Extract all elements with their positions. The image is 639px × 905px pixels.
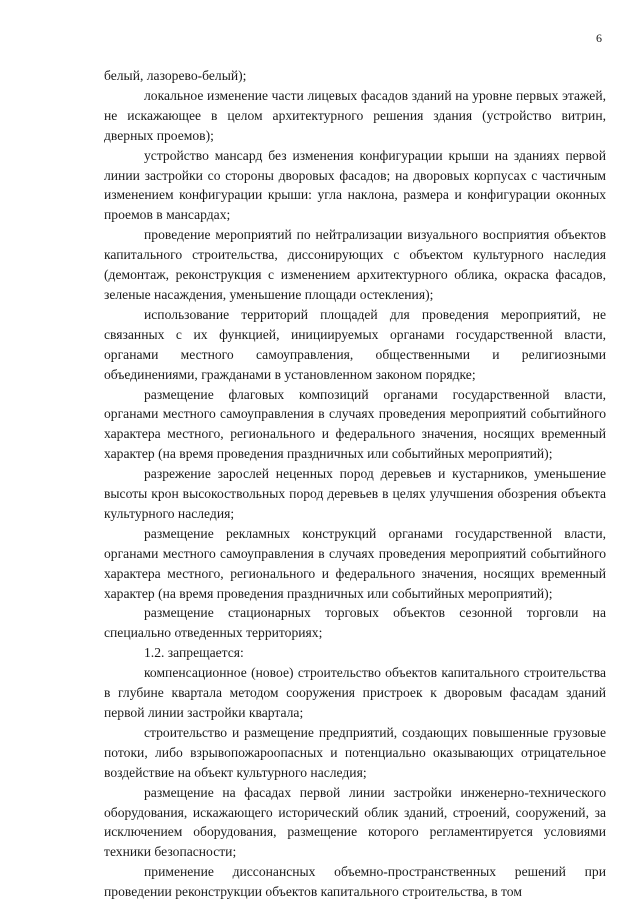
paragraph: использование территорий площадей для проведения мероприятий, не связанных с их функцией, инициируемых органами государственной власти, органами местного самоуправления, общественными и религиозными объединениями, гражданами в установленном законом порядке; xyxy=(104,306,606,382)
paragraph: проведение мероприятий по нейтрализации визуального восприятия объектов капитального строительства, диссонирующих с объектом культурного наследия (демонтаж, реконструкция с изменением архитектурного облика, окраска фасадов, зеленые насаждения, уменьшение площади остекления); xyxy=(104,227,606,302)
paragraph: применение диссонансных объемно-пространственных решений при проведении реконструкции объектов капитального строительства, в том xyxy=(104,864,606,900)
paragraph: локальное изменение части лицевых фасадов зданий на уровне первых этажей, не искажающее в целом архитектурного решения здания (устройство витрин, дверных проемов); xyxy=(104,87,606,143)
paragraph: размещение рекламных конструкций органами государственной власти, органами местного самоуправления в случаях проведения мероприятий событийного характера местного, регионального и федерального значения, носящих временный характер (на время проведения праздничных или событийных мероприятий); xyxy=(104,525,606,601)
section-heading: 1.2. запрещается: xyxy=(144,645,244,661)
paragraph: строительство и размещение предприятий, создающих повышенные грузовые потоки, либо взрывопожароопасных и потенциально оказывающих отрицательное воздействие на объект культурного наследия; xyxy=(104,724,606,780)
paragraph: размещение флаговых композиций органами государственной власти, органами местного самоуправления в случаях проведения мероприятий событийного характера местного, регионального и федерального значения, носящих временный характер (на время проведения праздничных или событийных мероприятий); xyxy=(104,386,606,462)
paragraph: устройство мансард без изменения конфигурации крыши на зданиях первой линии застройки со стороны дворовых фасадов; на дворовых корпусах с частичным изменением конфигурации крыши: угла наклона, размера и конфигурации оконных проемов в мансардах; xyxy=(104,147,606,223)
paragraph: размещение на фасадах первой линии застройки инженерно-технического оборудования, искажающего исторический облик зданий, строений, сооружений, за исключением оборудования, размещение которого регламентируется условиями техники безопасности; xyxy=(104,784,606,860)
paragraph: компенсационное (новое) строительство объектов капитального строительства в глубине квартала методом сооружения пристроек к дворовым фасадам зданий первой линии застройки квартала; xyxy=(104,665,606,720)
page-number: 6 xyxy=(596,31,602,45)
paragraph: белый, лазорево-белый); xyxy=(104,68,247,83)
document-body xyxy=(104,66,606,902)
paragraph: разрежение зарослей неценных пород деревьев и кустарников, уменьшение высоты крон высокоствольных пород деревьев в целях улучшения обозрения объекта культурного наследия; xyxy=(104,466,606,521)
paragraph: размещение стационарных торговых объектов сезонной торговли на специально отведенных территориях; xyxy=(104,605,606,641)
